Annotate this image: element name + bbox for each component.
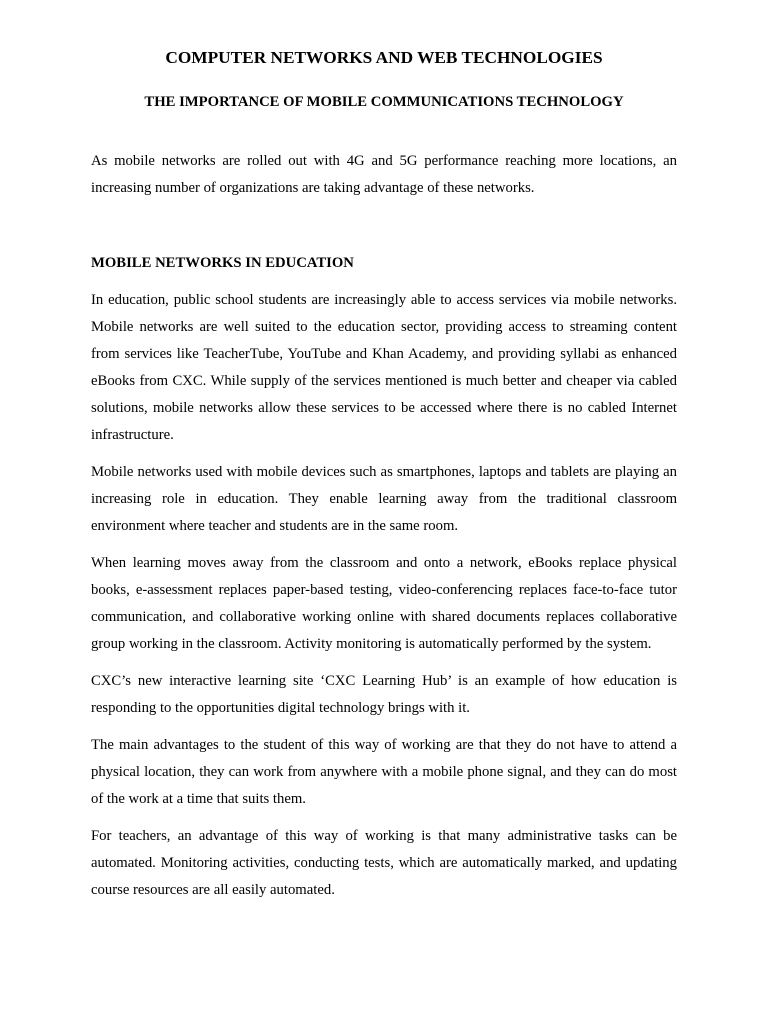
page-subtitle: THE IMPORTANCE OF MOBILE COMMUNICATIONS TECHNOLOGY [144, 94, 624, 110]
intro-paragraph: As mobile networks are rolled out with 4G and 5G performance reaching more locations, an increasing number of organizations are taking advantage of these networks. [91, 153, 677, 196]
body-paragraph: When learning moves away from the classroom and onto a network, eBooks replace physical books, e-assessment replaces paper-based testing, video-conferencing replaces face-to-face tutor communication, and collaborative working online with shared documents replaces collaborative group working in the classroom. Activity monitoring is automatically performed by the system. [91, 555, 677, 652]
section-heading: MOBILE NETWORKS IN EDUCATION [91, 255, 354, 271]
body-paragraph: For teachers, an advantage of this way of working is that many administrative tasks can be automated. Monitoring activities, conducting tests, which are automatically marked, and updating course resources are all easily automated. [91, 828, 677, 898]
body-paragraph: CXC’s new interactive learning site ‘CXC Learning Hub’ is an example of how education is responding to the opportunities digital technology brings with it. [91, 673, 677, 716]
body-paragraph: Mobile networks used with mobile devices such as smartphones, laptops and tablets are playing an increasing role in education. They enable learning away from the traditional classroom environment where teacher and students are in the same room. [91, 464, 677, 534]
body-paragraph: The main advantages to the student of this way of working are that they do not have to attend a physical location, they can work from anywhere with a mobile phone signal, and they can do most of the work at a time that suits them. [91, 737, 677, 807]
body-paragraph: In education, public school students are increasingly able to access services via mobile networks. Mobile networks are well suited to the education sector, providing access to streaming content from services like TeacherTube, YouTube and Khan Academy, and providing syllabi as enhanced eBooks from CXC. While supply of the services mentioned is much better and cheaper via cabled solutions, mobile networks allow these services to be accessed where there is no cabled Internet infrastructure. [91, 292, 677, 443]
page-title: COMPUTER NETWORKS AND WEB TECHNOLOGIES [165, 48, 603, 67]
document-body [91, 148, 677, 914]
